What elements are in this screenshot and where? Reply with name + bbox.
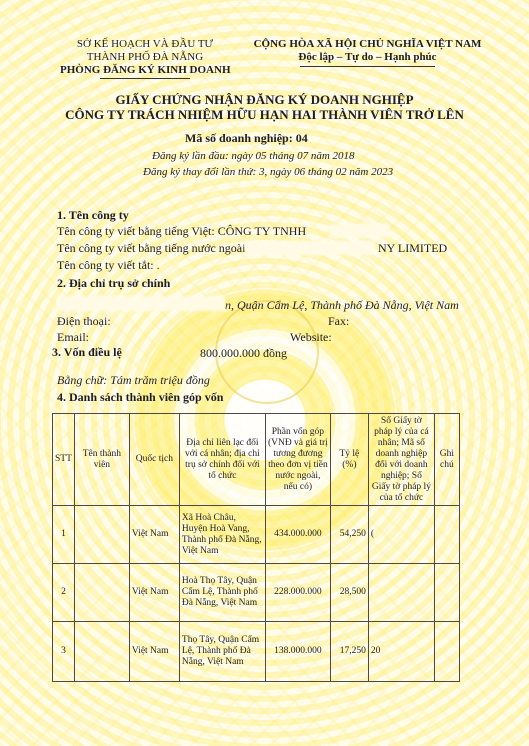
row-member-name: [74, 622, 129, 682]
row-address: Thọ Tây, Quận Cẩm Lệ, Thành phố Đà Nẵng, Việt Nam: [179, 622, 265, 682]
company-name-vn: Tên công ty viết bằng tiếng Việt: CÔNG TY TNHH: [57, 224, 307, 238]
enterprise-code: Mã số doanh nghiệp: 04: [185, 131, 308, 145]
row-nationality: Việt Nam: [129, 622, 179, 682]
nation-line-2: Độc lập – Tự do – Hạnh phúc: [298, 51, 437, 63]
column-header: Tên thành viên: [74, 414, 129, 506]
website-label: Website:: [290, 330, 332, 344]
row-capital: 434.000.000: [265, 506, 330, 564]
row-stt: 1: [53, 506, 75, 564]
redaction-mask: [57, 296, 225, 311]
issuer-underline: [100, 78, 190, 79]
table-row: [53, 622, 460, 682]
column-header: Ghi chú: [434, 414, 459, 506]
table-row: [53, 564, 460, 622]
first-registration: Đăng ký lần đầu: ngày 05 tháng 07 năm 2018: [152, 150, 355, 162]
redaction-mask: [245, 241, 375, 255]
section-2-heading: 2. Địa chỉ trụ sở chính: [57, 276, 171, 290]
row-id-number: (: [368, 506, 434, 564]
section-3-heading: 3. Vốn điều lệ: [52, 345, 122, 359]
change-registration: Đăng ký thay đổi lần thứ: 3, ngày 06 tháng 02 năm 2023: [143, 166, 394, 178]
column-header: Phần vốn góp (VNĐ và giá trị tương đương theo đơn vị tiền nước ngoài, nếu có): [265, 414, 330, 506]
issuer-line-2: THÀNH PHỐ ĐÀ NẴNG: [86, 51, 204, 63]
row-member-name: [74, 506, 129, 564]
row-stt: 3: [53, 622, 75, 682]
members-table: [52, 413, 460, 682]
section-1-heading: 1. Tên công ty: [57, 208, 129, 222]
row-address: Xã Hoà Châu, Huyện Hoà Vang, Thành phố Đà Nẵng, Việt Nam: [179, 506, 265, 564]
column-header: Tỷ lệ (%): [330, 414, 368, 506]
issuer-block: [60, 38, 230, 77]
company-short-name: Tên công ty viết tắt: .: [57, 258, 160, 272]
row-ratio: 17,250: [330, 622, 368, 682]
row-ratio: 54,250: [330, 506, 368, 564]
row-nationality: Việt Nam: [129, 506, 179, 564]
row-id-number: 20: [368, 622, 434, 682]
row-member-name: [74, 564, 129, 622]
document-title: GIẤY CHỨNG NHẬN ĐĂNG KÝ DOANH NGHIỆP: [115, 92, 414, 107]
redaction-mask: [330, 224, 390, 238]
row-note: [434, 506, 459, 564]
row-capital: 228.000.000: [265, 564, 330, 622]
fax-label: Fax:: [328, 314, 350, 328]
row-ratio: 28,500: [330, 564, 368, 622]
company-name-foreign-tail: NY LIMITED: [378, 241, 448, 255]
head-office-address: n, Quận Cẩm Lệ, Thành phố Đà Nẵng, Việt Nam: [225, 298, 459, 312]
section-4-heading: 4. Danh sách thành viên góp vốn: [57, 390, 224, 404]
charter-capital-amount: 800.000.000 đồng: [200, 346, 287, 360]
charter-capital-words: Bằng chữ: Tám trăm triệu đồng: [57, 373, 210, 387]
row-capital: 138.000.000: [265, 622, 330, 682]
row-id-number: [368, 564, 434, 622]
column-header: STT: [53, 414, 75, 506]
row-note: [434, 622, 459, 682]
nation-line-1: CỘNG HÒA XÃ HỘI CHỦ NGHĨA VIỆT NAM: [253, 38, 482, 50]
phone-label: Điện thoại:: [57, 314, 111, 328]
column-header: Số Giấy tờ pháp lý của cá nhân; Mã số doanh nghiệp đối với doanh nghiệp; Số Giấy tờ pháp lý của tổ chức: [368, 414, 434, 506]
table-header-row: [53, 414, 460, 506]
row-address: Hoà Thọ Tây, Quận Cẩm Lệ, Thành phố Đà Nẵng, Việt Nam: [179, 564, 265, 622]
column-header: Địa chỉ liên lạc đối với cá nhân; địa chỉ trụ sở chính đối với tổ chức: [179, 414, 265, 506]
nation-block: [250, 38, 485, 64]
column-header: Quốc tịch: [129, 414, 179, 506]
row-nationality: Việt Nam: [129, 564, 179, 622]
row-stt: 2: [53, 564, 75, 622]
issuer-line-3: PHÒNG ĐĂNG KÝ KINH DOANH: [60, 64, 231, 76]
row-note: [434, 564, 459, 622]
document-subtitle: CÔNG TY TRÁCH NHIỆM HỮU HẠN HAI THÀNH VIÊN TRỞ LÊN: [65, 107, 464, 122]
nation-underline: [300, 66, 435, 67]
email-label: Email:: [57, 330, 89, 344]
issuer-line-1: SỞ KẾ HOẠCH VÀ ĐẦU TƯ: [76, 38, 214, 50]
table-row: [53, 506, 460, 564]
company-name-foreign-label: Tên công ty viết bằng tiếng nước ngoài: [57, 241, 246, 255]
